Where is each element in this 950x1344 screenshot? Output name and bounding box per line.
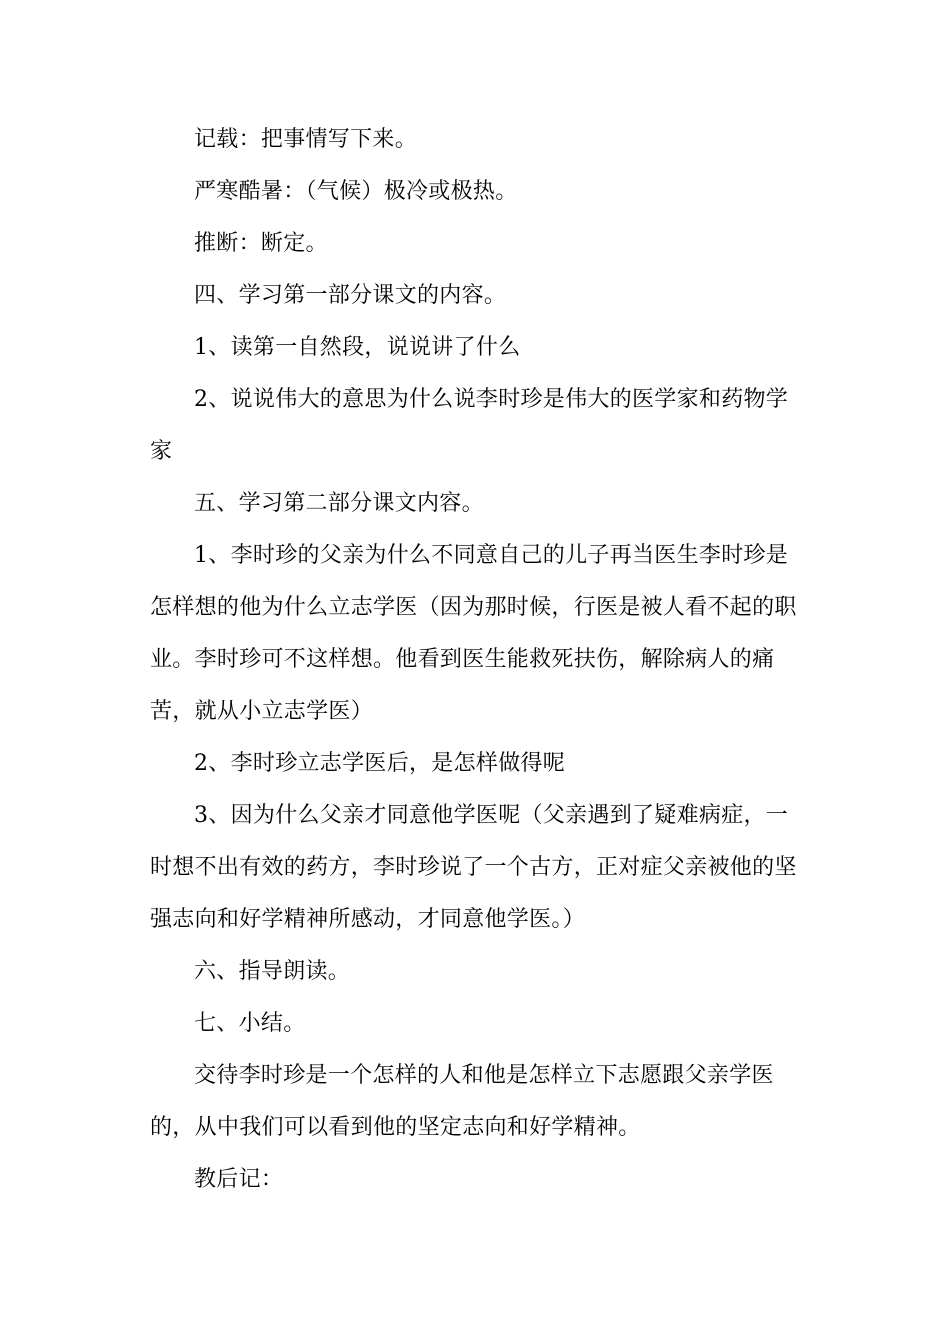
section-heading-five: 五、学习第二部分课文内容。 (194, 491, 484, 516)
paragraph-definition-tuiduan: 推断：断定。 (194, 231, 328, 256)
document-body (150, 114, 800, 1206)
section-heading-four: 四、学习第一部分课文的内容。 (194, 283, 507, 308)
list-item-5-3: 3、因为什么父亲才同意他学医呢（父亲遇到了疑难病症，一时想不出有效的药方，李时珍说了一个古方，正对症父亲被他的坚强志向和好学精神所感动，才同意他学医。） (150, 803, 797, 932)
post-lesson-notes-label: 教后记： (194, 1167, 284, 1192)
section-heading-seven: 七、小结。 (194, 1011, 306, 1036)
paragraph-definition-jizai: 记载：把事情写下来。 (194, 127, 418, 152)
list-item-4-2: 2、说说伟大的意思为什么说李时珍是伟大的医学家和药物学家 (150, 387, 789, 464)
list-item-4-1: 1、读第一自然段，说说讲了什么 (194, 335, 521, 360)
summary-paragraph: 交待李时珍是一个怎样的人和他是怎样立下志愿跟父亲学医的，从中我们可以看到他的坚定志向和好学精神。 (150, 1063, 774, 1140)
list-item-5-1: 1、李时珍的父亲为什么不同意自己的儿子再当医生李时珍是怎样想的他为什么立志学医（因为那时候，行医是被人看不起的职业。李时珍可不这样想。他看到医生能救死扶伤，解除病人的痛苦，就从小立志学医） (150, 543, 797, 724)
paragraph-definition-yanhankushu: 严寒酷暑：（气候）极冷或极热。 (194, 179, 518, 204)
list-item-5-2: 2、李时珍立志学医后，是怎样做得呢 (194, 751, 566, 776)
section-heading-six: 六、指导朗读。 (194, 959, 351, 984)
